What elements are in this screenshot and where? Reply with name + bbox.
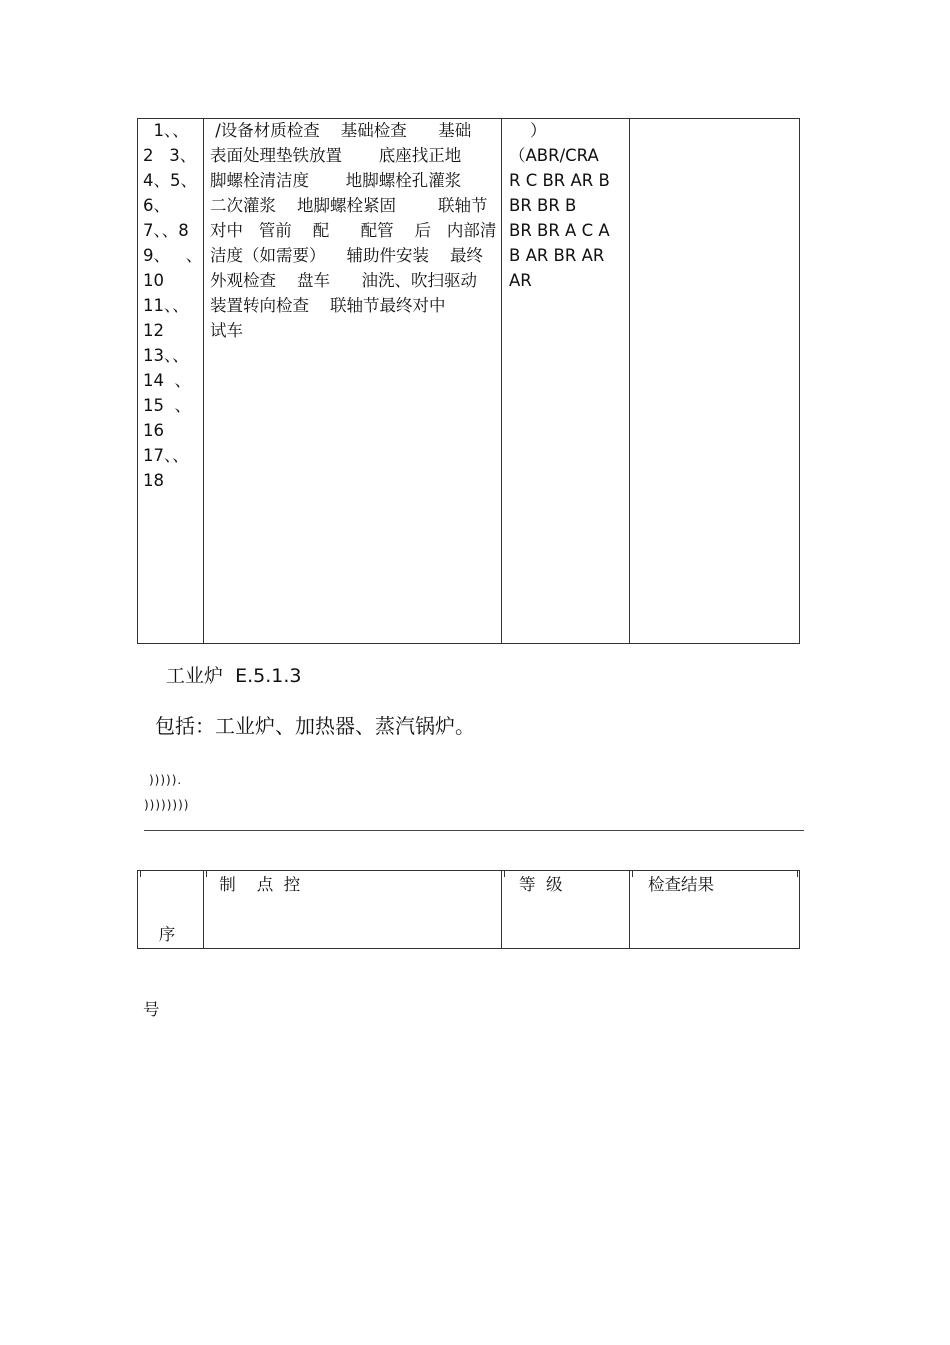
text-line: 4、5、 <box>143 171 197 190</box>
text-line: 二次灌浆 地脚螺栓紧固 联轴节 <box>210 196 488 215</box>
text-line: 装置转向检查 联轴节最终对中 <box>210 296 446 315</box>
text-line: 2 3、 <box>143 146 197 165</box>
seq-label-line-2: 号 <box>143 1000 160 1019</box>
seq-label-line-1: 序 <box>143 925 176 944</box>
text-line: R C BR AR B <box>509 171 610 190</box>
header-tick-3 <box>504 871 505 877</box>
text-line: 洁度（如需要） 辅助件安装 最终 <box>210 246 483 265</box>
paren-line-2: )))))))) <box>144 798 190 812</box>
upper-grade-text <box>509 118 610 293</box>
text-line: 7、、8 <box>143 221 189 240</box>
text-line: 外观检查 盘车 油洗、吹扫驱动 <box>210 271 477 290</box>
text-line: 9、 、 <box>143 246 203 265</box>
header-tick-2 <box>206 871 207 877</box>
text-line: 脚螺栓清洁度 地脚螺栓孔灌浆 <box>210 171 462 190</box>
upper-seq-text <box>143 118 202 493</box>
grade-label: 等 级 <box>519 875 563 894</box>
text-line: B AR BR AR <box>509 246 605 265</box>
text-line: 13、、 <box>143 346 189 365</box>
text-line: 14 、 <box>143 371 191 390</box>
text-line: （ABR/CRA <box>509 146 599 165</box>
text-line: AR <box>509 271 532 290</box>
text-line: 18 <box>143 471 164 490</box>
text-line: 10 <box>143 271 164 290</box>
text-line: 15 、 <box>143 396 191 415</box>
text-line: BR BR B <box>509 196 577 215</box>
upper-result-cell <box>629 118 800 644</box>
text-line: BR BR A C A <box>509 221 610 240</box>
text-line: /设备材质检查 基础检查 基础 <box>210 121 472 140</box>
text-line: 17、、 <box>143 446 189 465</box>
paren-line-1: ))))). <box>149 773 183 787</box>
section-title: 工业炉 E.5.1.3 <box>166 665 302 687</box>
header-tick-4 <box>632 871 633 877</box>
lower-seq-label <box>143 872 175 1047</box>
text-line: ） <box>509 121 547 140</box>
text-line: 表面处理垫铁放置 底座找正地 <box>210 146 462 165</box>
text-line: 对中 管前 配 配管 后 内部清 <box>210 221 497 240</box>
upper-content-text <box>210 118 496 343</box>
result-label: 检查结果 <box>648 875 714 894</box>
text-line: 11、、 <box>143 296 189 315</box>
header-tick-1 <box>140 871 141 877</box>
text-line: 12 <box>143 321 164 340</box>
horizontal-rule <box>144 830 804 831</box>
control-point-label: 制 点 控 <box>214 875 301 894</box>
text-line: 6、 <box>143 196 170 215</box>
text-line: 1、、 <box>143 121 189 140</box>
text-line: 16 <box>143 421 164 440</box>
text-line: 试车 <box>210 321 243 340</box>
header-tick-5 <box>797 871 798 877</box>
section-scope: 包括：工业炉、加热器、蒸汽锅炉。 <box>155 714 475 738</box>
